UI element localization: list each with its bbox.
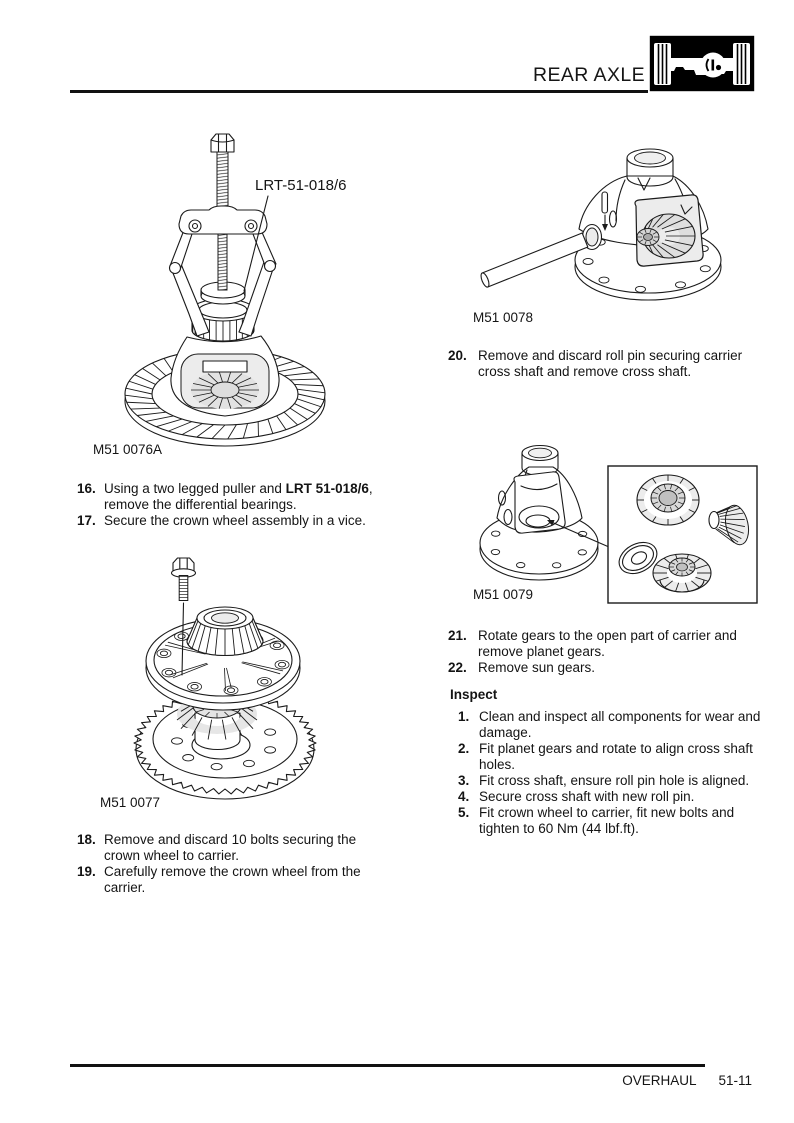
footer-rule bbox=[70, 1064, 705, 1067]
item-text: Clean and inspect all components for wear and damage. bbox=[479, 709, 761, 740]
step-text: Remove sun gears. bbox=[478, 660, 596, 675]
item-text: Secure cross shaft with new roll pin. bbox=[479, 789, 695, 804]
figure-crown-wheel-carrier bbox=[95, 548, 395, 813]
item-number: 2. bbox=[458, 741, 470, 756]
item-number: 5. bbox=[458, 805, 470, 820]
inspect-list bbox=[450, 709, 766, 837]
figure-caption-fig1: M51 0076A bbox=[93, 442, 163, 457]
step-19 bbox=[77, 864, 387, 896]
item-text: Fit cross shaft, ensure roll pin hole is aligned. bbox=[479, 773, 750, 788]
step-17 bbox=[77, 513, 387, 529]
steps-18-19 bbox=[77, 832, 387, 896]
inspect-item-2 bbox=[458, 741, 766, 773]
step-number: 17. bbox=[77, 513, 96, 528]
step-text: Using a two legged puller and LRT 51-018/6, remove the differential bearings. bbox=[104, 481, 373, 512]
inspect-section bbox=[450, 687, 766, 837]
figure-planet-gears bbox=[445, 418, 777, 610]
inspect-item-5 bbox=[458, 805, 766, 837]
step-21 bbox=[448, 628, 762, 660]
figure-caption-fig3: M51 0078 bbox=[473, 310, 534, 325]
step-20 bbox=[448, 348, 762, 380]
figure-caption-fig2: M51 0077 bbox=[100, 795, 161, 810]
step-text: Secure the crown wheel assembly in a vice. bbox=[104, 513, 366, 528]
step-16 bbox=[77, 481, 387, 513]
footer-page-number: 51-11 bbox=[718, 1073, 752, 1088]
page-title: REAR AXLE bbox=[533, 64, 645, 86]
inspect-item-1 bbox=[458, 709, 766, 741]
inspect-item-4 bbox=[458, 789, 766, 805]
step-number: 22. bbox=[448, 660, 467, 675]
step-text: Carefully remove the crown wheel from the carrier. bbox=[104, 864, 361, 895]
step-text: Remove and discard roll pin securing carrier cross shaft and remove cross shaft. bbox=[478, 348, 743, 379]
steps-16-17 bbox=[77, 481, 387, 529]
item-number: 3. bbox=[458, 773, 470, 788]
step-number: 16. bbox=[77, 481, 96, 496]
figure-caption-fig4: M51 0079 bbox=[473, 587, 534, 602]
steps-21-22 bbox=[448, 628, 762, 676]
step-text: Rotate gears to the open part of carrier and remove planet gears. bbox=[478, 628, 737, 659]
item-text: Fit planet gears and rotate to align cross shaft holes. bbox=[479, 741, 753, 772]
tool-label: LRT-51-018/6 bbox=[255, 177, 347, 194]
item-number: 4. bbox=[458, 789, 470, 804]
step-number: 18. bbox=[77, 832, 96, 847]
rear-axle-icon bbox=[649, 35, 755, 92]
figure-cross-shaft-removal bbox=[445, 133, 765, 328]
item-number: 1. bbox=[458, 709, 470, 724]
figure-bearing-puller bbox=[85, 118, 400, 463]
step-number: 19. bbox=[77, 864, 96, 879]
step-18 bbox=[77, 832, 387, 864]
inspect-heading: Inspect bbox=[450, 687, 498, 702]
step-number: 20. bbox=[448, 348, 467, 363]
footer bbox=[622, 1073, 752, 1088]
step-number: 21. bbox=[448, 628, 467, 643]
axle-icon-right-tire bbox=[733, 43, 750, 85]
axle-icon-left-tire bbox=[654, 43, 671, 85]
footer-section: OVERHAUL bbox=[622, 1073, 697, 1088]
inspect-item-3 bbox=[458, 773, 766, 789]
step-text: Remove and discard 10 bolts securing the crown wheel to carrier. bbox=[104, 832, 357, 863]
step-20-block bbox=[448, 348, 762, 380]
step-22 bbox=[448, 660, 762, 676]
header-rule bbox=[70, 90, 648, 93]
item-text: Fit crown wheel to carrier, fit new bolts and tighten to 60 Nm (44 lbf.ft). bbox=[479, 805, 735, 836]
